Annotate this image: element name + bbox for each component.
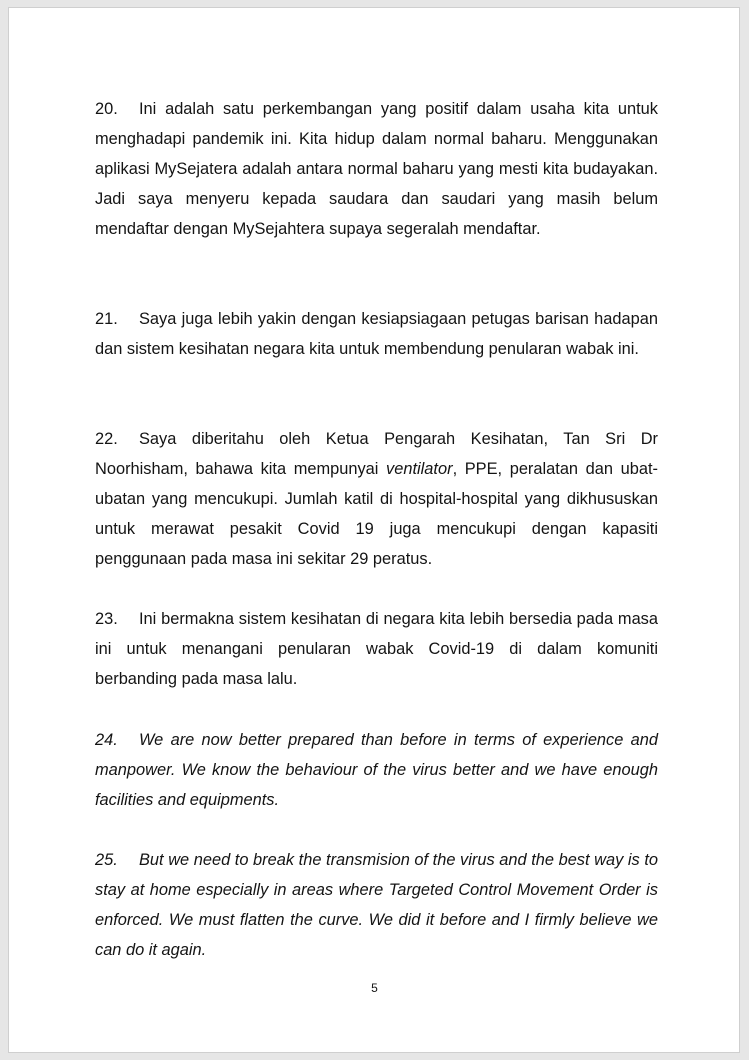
paragraph-22 xyxy=(95,424,658,574)
paragraph-25 xyxy=(95,845,658,965)
paragraph-number: 25. xyxy=(95,851,118,869)
paragraph-text: But we need to break the transmision of the virus and the best way is to stay at home especially in areas where Targeted Control Movement Order is enforced. We must flatten the curve. We did it before and I firmly believe we can do it again. xyxy=(95,851,658,959)
paragraph-number: 20. xyxy=(95,100,118,118)
paragraph-text: Saya diberitahu oleh Ketua Pengarah Kesihatan, Tan Sri Dr Noorhisham, bahawa kita mempunyai xyxy=(95,430,658,478)
paragraph-number: 21. xyxy=(95,310,118,328)
paragraph-20 xyxy=(95,94,658,244)
paragraph-23 xyxy=(95,604,658,694)
paragraph-number: 23. xyxy=(95,610,118,628)
paragraph-21 xyxy=(95,304,658,364)
paragraph-text: Saya juga lebih yakin dengan kesiapsiagaan petugas barisan hadapan dan sistem kesihatan negara kita untuk membendung penularan wabak ini. xyxy=(95,310,658,358)
paragraph-text: We are now better prepared than before in terms of experience and manpower. We know the behaviour of the virus better and we have enough facilities and equipments. xyxy=(95,731,658,809)
paragraph-number: 24. xyxy=(95,731,118,749)
page-number: 5 xyxy=(371,981,378,995)
ventilator-term: ventilator xyxy=(386,460,453,478)
paragraph-text: , PPE, peralatan dan ubat-ubatan yang mencukupi. Jumlah katil di hospital-hospital yang dikhususkan untuk merawat pesakit Covid 19 juga mencukupi dengan kapasiti penggunaan pada masa ini sekitar 29 peratus. xyxy=(95,460,658,568)
paragraph-number: 22. xyxy=(95,430,118,448)
paragraph-text: Ini bermakna sistem kesihatan di negara kita lebih bersedia pada masa ini untuk menangani penularan wabak Covid-19 di dalam komuniti berbanding pada masa lalu. xyxy=(95,610,658,688)
paragraph-text: Ini adalah satu perkembangan yang positif dalam usaha kita untuk menghadapi pandemik ini. Kita hidup dalam normal baharu. Menggunakan aplikasi MySejatera adalah antara normal baharu yang mesti kita budayakan. Jadi saya menyeru kepada saudara dan saudari yang masih belum mendaftar dengan MySejahtera supaya segeralah mendaftar. xyxy=(95,100,658,238)
paragraph-24 xyxy=(95,725,658,815)
